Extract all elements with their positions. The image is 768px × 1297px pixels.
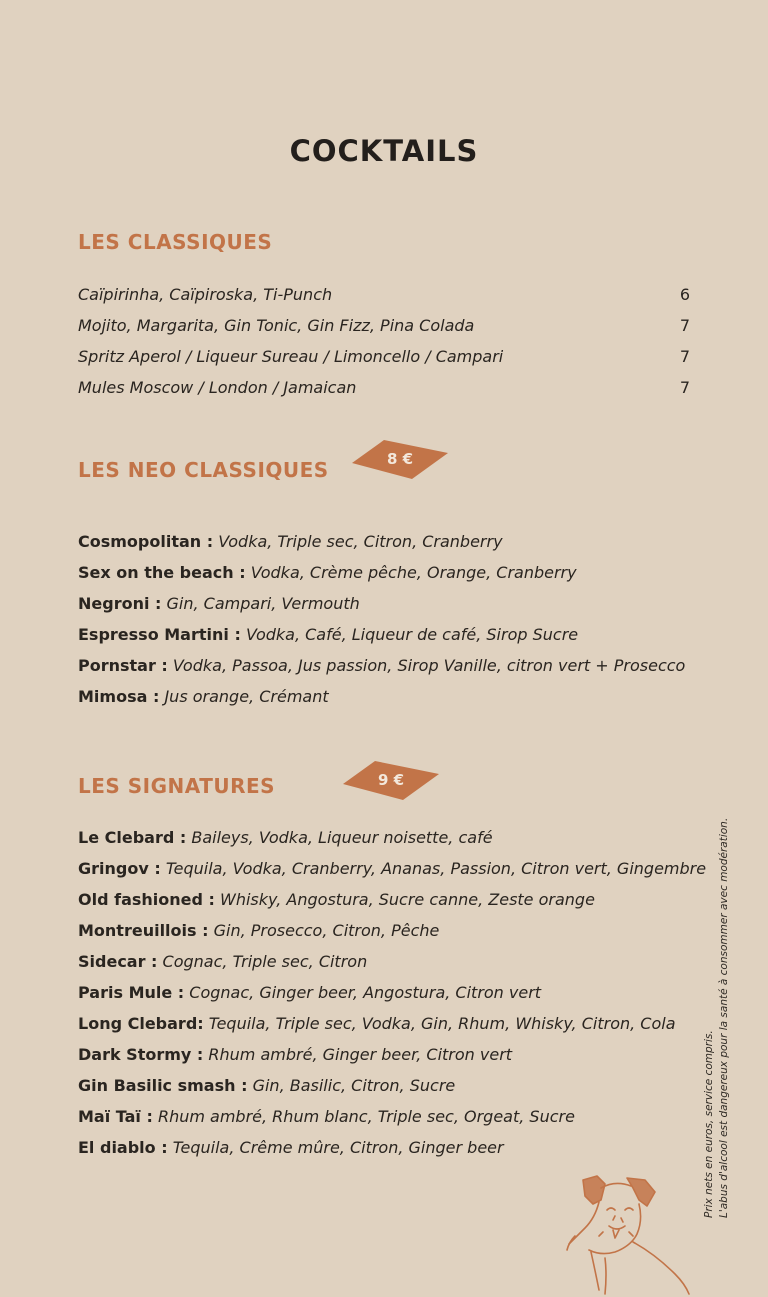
drink-ingredients: Rhum ambré, Ginger beer, Citron vert [208,1045,513,1064]
drink-name: Montreuillois : [78,921,209,940]
drink-ingredients: Gin, Campari, Vermouth [166,594,360,613]
drink-item [78,1107,698,1126]
drink-item [78,859,707,878]
drink-ingredients: Jus orange, Crémant [164,687,329,706]
menu-item [78,285,690,304]
drink-item [78,1045,698,1064]
drink-ingredients: Baileys, Vodka, Liqueur noisette, café [191,828,493,847]
menu-item-price: 7 [679,378,690,397]
drink-ingredients: Vodka, Triple sec, Citron, Cranberry [218,532,503,551]
menu-item-price: 7 [679,347,690,366]
menu-item-name: Spritz Aperol / Liqueur Sureau / Limoncello / Campari [78,347,504,366]
section-title-signatures: LES SIGNATURES [78,774,276,798]
drink-name: Paris Mule : [78,983,185,1002]
drink-item [78,952,698,971]
drink-name: Gin Basilic smash : [78,1076,248,1095]
drink-ingredients: Vodka, Café, Liqueur de café, Sirop Sucre [245,625,579,644]
drink-ingredients: Rhum ambré, Rhum blanc, Triple sec, Orgeat, Sucre [157,1107,575,1126]
legal-note-line2: L'abus d'alcool est dangereux pour la santé à consommer avec modération. [718,817,730,1218]
drink-name: Cosmopolitan : [78,532,214,551]
drink-ingredients: Tequila, Crême mûre, Citron, Ginger beer [172,1138,504,1157]
price-badge-neo [350,437,450,481]
drink-ingredients: Tequila, Vodka, Cranberry, Ananas, Passion, Citron vert, Gingembre [165,859,707,878]
drink-item [78,532,698,551]
menu-item-name: Mules Moscow / London / Jamaican [78,378,357,397]
price-badge-signatures [341,758,441,802]
drink-item [78,656,698,675]
drink-name: Mimosa : [78,687,160,706]
drink-ingredients: Whisky, Angostura, Sucre canne, Zeste orange [220,890,595,909]
drink-item [78,563,698,582]
page-title: COCKTAILS [289,134,479,168]
drink-item [78,1014,698,1033]
drink-ingredients: Cognac, Ginger beer, Angostura, Citron vert [189,983,542,1002]
drink-name: Dark Stormy : [78,1045,204,1064]
drink-name: Espresso Martini : [78,625,241,644]
drink-name: Maï Taï : [78,1107,153,1126]
drink-ingredients: Cognac, Triple sec, Citron [162,952,368,971]
legal-note-line1: Prix nets en euros, service compris. [703,1030,715,1218]
drink-name: Le Clebard : [78,828,187,847]
menu-item [78,378,690,397]
menu-item-price: 6 [679,285,690,304]
drink-ingredients: Vodka, Passoa, Jus passion, Sirop Vanille, citron vert + Prosecco [172,656,686,675]
drink-name: Long Clebard: [78,1014,204,1033]
menu-item [78,347,690,366]
menu-item-name: Caïpirinha, Caïpiroska, Ti-Punch [78,285,333,304]
drink-item [78,625,698,644]
drink-name: Pornstar : [78,656,168,675]
drink-item [78,921,698,940]
legal-note [702,798,732,1218]
section-title-neo: LES NEO CLASSIQUES [78,458,329,482]
drink-item [78,828,698,847]
drink-name: Sidecar : [78,952,158,971]
menu-item-name: Mojito, Margarita, Gin Tonic, Gin Fizz, Pina Colada [78,316,475,335]
drink-item [78,1138,698,1157]
drink-ingredients: Tequila, Triple sec, Vodka, Gin, Rhum, Whisky, Citron, Cola [208,1014,676,1033]
menu-item-price: 7 [679,316,690,335]
drink-item [78,594,698,613]
section-title-classiques: LES CLASSIQUES [78,230,273,254]
drink-name: Sex on the beach : [78,563,246,582]
drink-ingredients: Vodka, Crème pêche, Orange, Cranberry [250,563,577,582]
drink-item [78,687,698,706]
menu-item [78,316,690,335]
drink-item [78,1076,698,1095]
drink-name: Negroni : [78,594,162,613]
price-badge-label: 9 € [377,771,405,789]
drink-name: Gringov : [78,859,161,878]
drink-ingredients: Gin, Prosecco, Citron, Pêche [213,921,440,940]
terrier-dog-icon [555,1170,705,1297]
drink-item [78,983,698,1002]
price-badge-label: 8 € [386,450,414,468]
drink-item [78,890,698,909]
drink-ingredients: Gin, Basilic, Citron, Sucre [252,1076,456,1095]
drink-name: Old fashioned : [78,890,215,909]
drink-name: El diablo : [78,1138,168,1157]
